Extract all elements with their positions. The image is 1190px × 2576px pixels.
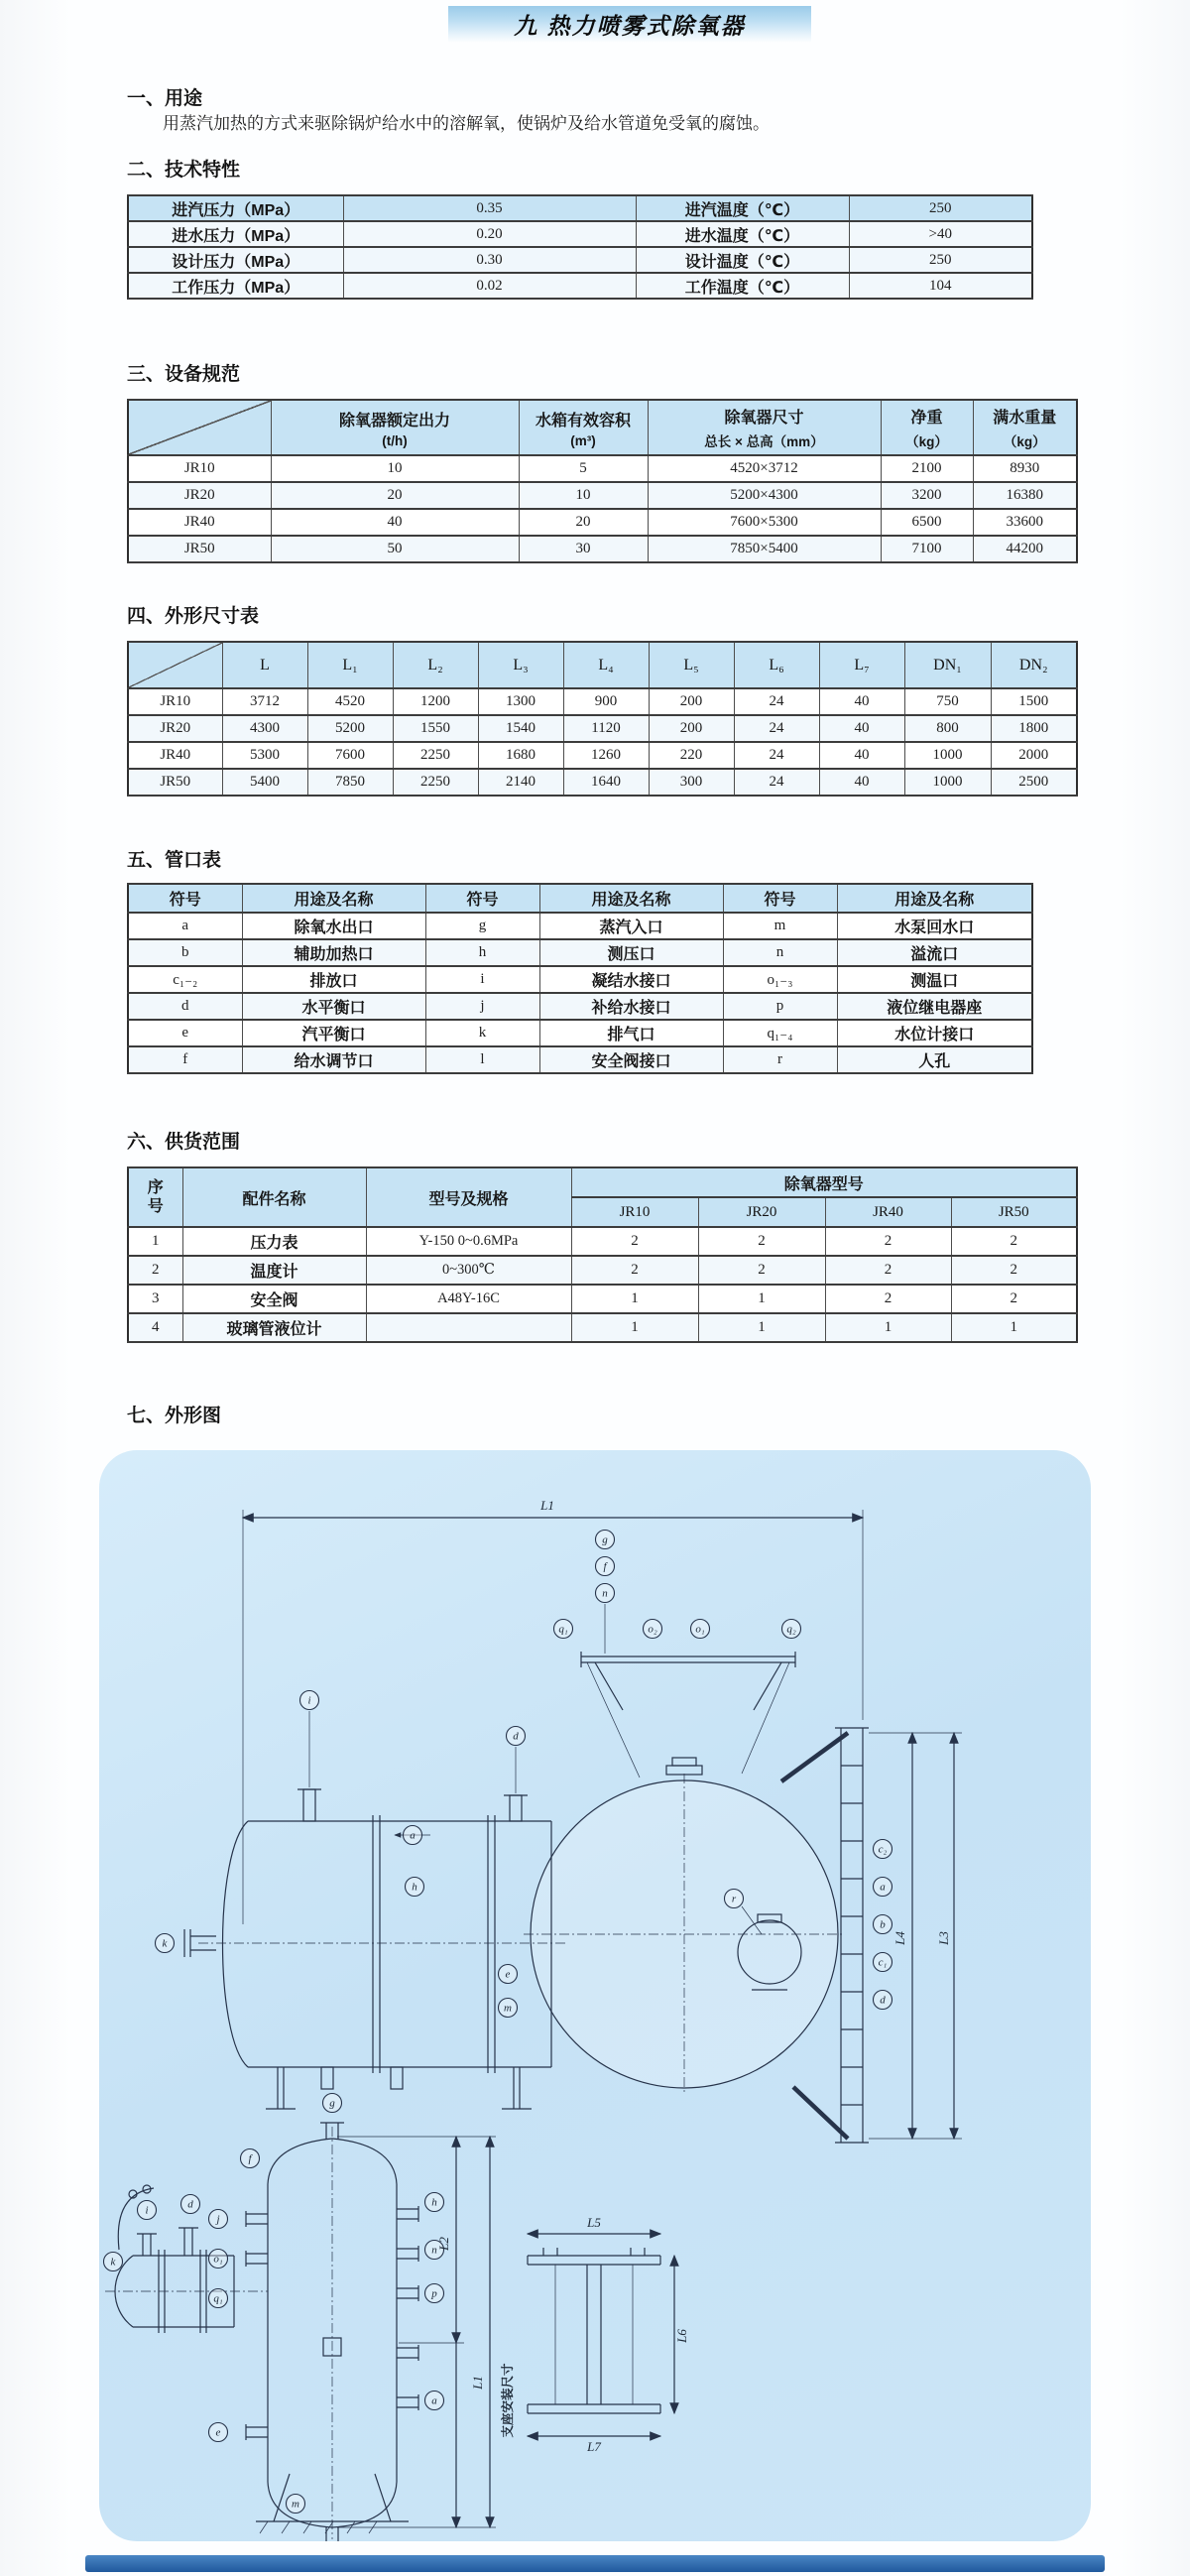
table-cell: 2 (571, 1227, 698, 1256)
column-header-model: 型号及规格 (366, 1167, 571, 1227)
table-cell: 排放口 (242, 966, 425, 993)
svg-text:e: e (505, 1968, 511, 1981)
svg-text:q₁: q₁ (213, 2292, 223, 2305)
table-cell: 6500 (881, 509, 973, 536)
table-cell: 7850 (307, 769, 393, 796)
column-header: L₅ (649, 642, 734, 688)
table-cell: a (128, 913, 242, 939)
section-heading-supply: 六、供货范围 (127, 1132, 241, 1153)
table-row (128, 742, 1077, 769)
table-cell: 2000 (991, 742, 1077, 769)
table-cell: 900 (563, 688, 649, 715)
column-header: 除氧器额定出力 (t/h) (271, 400, 519, 455)
nozzle-callout (156, 1934, 175, 1953)
table-cell: 溢流口 (837, 939, 1032, 966)
table-cell: 20 (519, 509, 648, 536)
svg-text:e: e (215, 2426, 221, 2439)
table-cell: 1 (698, 1285, 825, 1313)
table-cell: r (723, 1046, 837, 1073)
nozzle-callout (725, 1890, 744, 1908)
column-header: DN₂ (991, 642, 1077, 688)
table-cell: 水位计接口 (837, 1020, 1032, 1046)
table-cell: 排气口 (539, 1020, 723, 1046)
table-cell: 40 (819, 688, 904, 715)
table-row (128, 273, 1032, 299)
table-cell: 1 (698, 1313, 825, 1342)
table-cell: 200 (649, 715, 734, 742)
table-cell: 凝结水接口 (539, 966, 723, 993)
equipment-spec-table (127, 399, 1078, 563)
table-cell: 1 (128, 1227, 182, 1256)
svg-text:m: m (504, 2002, 512, 2015)
table-cell: 2 (951, 1256, 1077, 1285)
svg-text:o₁: o₁ (213, 2253, 223, 2266)
nozzle-callout (596, 1584, 615, 1603)
table-cell: 5400 (222, 769, 307, 796)
table-cell: 2100 (881, 455, 973, 482)
column-header: DN₁ (904, 642, 991, 688)
column-header: JR50 (951, 1197, 1077, 1227)
table-cell: k (425, 1020, 539, 1046)
svg-text:g: g (602, 1533, 608, 1546)
table-cell: 设计温度（℃） (636, 247, 849, 273)
table-cell: JR20 (128, 482, 271, 509)
nozzle-callout (300, 1691, 319, 1710)
table-cell: >40 (849, 221, 1032, 247)
table-row (128, 195, 1032, 221)
table-row (128, 1020, 1032, 1046)
table-cell: 33600 (973, 509, 1077, 536)
column-header: L (222, 642, 307, 688)
table-row (128, 1285, 1077, 1313)
table-cell: 补给水接口 (539, 993, 723, 1020)
table-cell: 220 (649, 742, 734, 769)
table-cell: 40 (819, 742, 904, 769)
nozzle-callout (507, 1727, 526, 1746)
table-cell: 安全阀 (182, 1285, 366, 1313)
table-cell: 人孔 (837, 1046, 1032, 1073)
table-cell: 汽平衡口 (242, 1020, 425, 1046)
nozzle-callout (691, 1620, 710, 1639)
column-header: 净重 （kg） (881, 400, 973, 455)
table-cell: JR40 (128, 742, 222, 769)
table-cell: 2140 (478, 769, 563, 796)
table-cell: 1 (951, 1313, 1077, 1342)
nozzle-callout (874, 1991, 892, 2010)
table-row (128, 455, 1077, 482)
table-row (128, 482, 1077, 509)
table-cell: 40 (819, 715, 904, 742)
table-cell: 进水温度（℃） (636, 221, 849, 247)
table-cell: h (425, 939, 539, 966)
table-cell: c₁₋₂ (128, 966, 242, 993)
table-cell: A48Y-16C (366, 1285, 571, 1313)
section-heading-spec: 三、设备规范 (127, 364, 241, 385)
table-cell: 水泵回水口 (837, 913, 1032, 939)
table-cell: 16380 (973, 482, 1077, 509)
table-cell: 2250 (393, 769, 478, 796)
table-cell: 250 (849, 247, 1032, 273)
column-header-name: 配件名称 (182, 1167, 366, 1227)
column-header: 水箱有效容积 (m³) (519, 400, 648, 455)
front-elevation-view (105, 2123, 496, 2541)
dimension-label: L4 (892, 1931, 907, 1945)
table-row (128, 939, 1032, 966)
svg-text:i: i (307, 1694, 311, 1707)
nozzle-schedule-table (127, 883, 1033, 1074)
dimension-label: L1 (470, 2376, 485, 2390)
nozzle-callout (323, 2094, 342, 2113)
svg-text:f: f (603, 1560, 607, 1573)
table-cell: JR10 (128, 455, 271, 482)
table-cell: g (425, 913, 539, 939)
footer-bar (85, 2555, 1105, 2572)
table-cell: f (128, 1046, 242, 1073)
table-cell: e (128, 1020, 242, 1046)
table-row (128, 221, 1032, 247)
table-cell: 除氧水出口 (242, 913, 425, 939)
table-row (128, 1313, 1077, 1342)
supply-scope-table (127, 1166, 1078, 1343)
dimension-label: L2 (436, 2237, 451, 2251)
table-cell: 2 (698, 1256, 825, 1285)
table-cell: i (425, 966, 539, 993)
table-cell: 2 (128, 1256, 182, 1285)
table-cell: 44200 (973, 536, 1077, 562)
table-cell: 2500 (991, 769, 1077, 796)
nozzle-callout (406, 1878, 424, 1897)
section-heading-nozzles: 五、管口表 (127, 850, 222, 871)
table-cell: 24 (734, 742, 819, 769)
table-row (128, 769, 1077, 796)
svg-text:d: d (880, 1994, 886, 2007)
nozzle-callout (404, 1826, 422, 1845)
table-cell: 1680 (478, 742, 563, 769)
tech-characteristics-table (127, 194, 1033, 300)
svg-text:a: a (431, 2394, 437, 2407)
usage-paragraph: 用蒸汽加热的方式来驱除锅炉给水中的溶解氧，使锅炉及给水管道免受氧的腐蚀。 (163, 114, 770, 133)
table-cell: 7600 (307, 742, 393, 769)
svg-text:j: j (216, 2213, 220, 2226)
table-row (128, 993, 1032, 1020)
table-cell: p (723, 993, 837, 1020)
column-header-group: 除氧器型号 (571, 1167, 1077, 1197)
svg-text:d: d (513, 1730, 519, 1743)
table-cell: 1000 (904, 742, 991, 769)
table-row (128, 966, 1032, 993)
nozzle-callout (138, 2201, 157, 2220)
table-cell: 压力表 (182, 1227, 366, 1256)
table-cell: 1200 (393, 688, 478, 715)
column-header: JR10 (571, 1197, 698, 1227)
diagonal-header-cell (128, 400, 271, 455)
nozzle-callout (874, 1878, 892, 1897)
drawing-note: 支座安装尺寸 (501, 2363, 515, 2438)
table-cell: 进水压力（MPa） (128, 221, 343, 247)
table-cell: 0.02 (343, 273, 636, 299)
svg-text:h: h (412, 1881, 417, 1894)
table-cell: 300 (649, 769, 734, 796)
column-header-seq: 序号 (128, 1167, 182, 1227)
table-cell: 设计压力（MPa） (128, 247, 343, 273)
table-cell: 安全阀接口 (539, 1046, 723, 1073)
dimension-label: L3 (936, 1931, 951, 1945)
nozzle-callout (782, 1620, 801, 1639)
column-header: L₂ (393, 642, 478, 688)
table-cell: 2250 (393, 742, 478, 769)
table-cell: l (425, 1046, 539, 1073)
table-cell: 24 (734, 769, 819, 796)
table-cell: 0~300℃ (366, 1256, 571, 1285)
column-header: L₃ (478, 642, 563, 688)
table-cell: 玻璃管液位计 (182, 1313, 366, 1342)
column-header: L₁ (307, 642, 393, 688)
table-cell: 1 (825, 1313, 951, 1342)
nozzle-callout (874, 1953, 892, 1972)
column-header: JR20 (698, 1197, 825, 1227)
table-cell: 800 (904, 715, 991, 742)
svg-text:k: k (162, 1937, 168, 1950)
table-cell: Y-150 0~0.6MPa (366, 1227, 571, 1256)
table-cell: 24 (734, 715, 819, 742)
table-cell: 5 (519, 455, 648, 482)
table-row (128, 1046, 1032, 1073)
table-cell: 1800 (991, 715, 1077, 742)
dimension-label: L5 (587, 2215, 601, 2230)
table-cell: 30 (519, 536, 648, 562)
svg-text:o₂: o₂ (648, 1623, 657, 1636)
table-cell: JR10 (128, 688, 222, 715)
column-header: JR40 (825, 1197, 951, 1227)
table-cell: 7850×5400 (648, 536, 881, 562)
page-title: 九 热力喷雾式除氧器 (448, 6, 811, 43)
table-cell: 0.30 (343, 247, 636, 273)
table-cell: o₁₋₃ (723, 966, 837, 993)
table-cell: 750 (904, 688, 991, 715)
table-cell: 1 (571, 1285, 698, 1313)
table-cell: 24 (734, 688, 819, 715)
nozzle-callout (596, 1557, 615, 1576)
nozzle-callout (181, 2195, 200, 2214)
table-cell: 2 (825, 1256, 951, 1285)
table-cell: 5200 (307, 715, 393, 742)
column-header: 用途及名称 (837, 884, 1032, 913)
table-cell: JR20 (128, 715, 222, 742)
table-cell: 1 (571, 1313, 698, 1342)
svg-text:k: k (110, 2256, 116, 2269)
table-cell: 5200×4300 (648, 482, 881, 509)
nozzle-callout (241, 2149, 260, 2168)
table-cell: 3 (128, 1285, 182, 1313)
dimension-label: L6 (674, 2329, 689, 2343)
table-cell: 50 (271, 536, 519, 562)
nozzle-callout (287, 2495, 305, 2514)
table-cell: 1300 (478, 688, 563, 715)
table-cell: 2 (951, 1227, 1077, 1256)
nozzle-callout (209, 2250, 228, 2269)
table-cell: 给水调节口 (242, 1046, 425, 1073)
nozzle-callout (596, 1531, 615, 1549)
nozzle-callout (425, 2193, 444, 2212)
svg-text:o₁: o₁ (695, 1623, 705, 1636)
table-cell: JR40 (128, 509, 271, 536)
diagonal-header-cell (128, 642, 222, 688)
table-cell: 2 (825, 1285, 951, 1313)
table-cell: j (425, 993, 539, 1020)
section-heading-drawing: 七、外形图 (127, 1406, 222, 1426)
table-cell: 7100 (881, 536, 973, 562)
table-cell: 4300 (222, 715, 307, 742)
nozzle-callout (209, 2289, 228, 2308)
nozzle-callout (499, 1999, 518, 2018)
section-heading-usage: 一、用途 (127, 88, 203, 109)
table-cell: JR50 (128, 769, 222, 796)
table-cell: 3200 (881, 482, 973, 509)
table-row (128, 913, 1032, 939)
svg-text:n: n (602, 1587, 608, 1600)
outline-drawing (99, 1450, 1091, 2541)
table-cell: 进汽压力（MPa） (128, 195, 343, 221)
table-cell: 1540 (478, 715, 563, 742)
table-cell: 40 (271, 509, 519, 536)
svg-text:p: p (431, 2287, 437, 2300)
table-row (128, 1227, 1077, 1256)
table-cell: 200 (649, 688, 734, 715)
nozzle-callout (104, 2253, 123, 2271)
table-cell: 0.20 (343, 221, 636, 247)
nozzle-callout (425, 2392, 444, 2410)
nozzle-callout (425, 2284, 444, 2303)
section-heading-tech: 二、技术特性 (127, 160, 241, 181)
column-header: L₆ (734, 642, 819, 688)
table-cell: JR50 (128, 536, 271, 562)
table-cell: 3712 (222, 688, 307, 715)
table-cell: 测压口 (539, 939, 723, 966)
dimension-label: L7 (587, 2439, 601, 2454)
table-row (128, 1256, 1077, 1285)
table-row (128, 688, 1077, 715)
table-cell: 4520 (307, 688, 393, 715)
outline-drawing-panel (99, 1450, 1091, 2541)
table-cell: 1120 (563, 715, 649, 742)
table-cell: q₁₋₄ (723, 1020, 837, 1046)
svg-text:m: m (292, 2498, 299, 2511)
svg-text:r: r (731, 1893, 737, 1905)
table-cell: 5300 (222, 742, 307, 769)
table-row (128, 536, 1077, 562)
table-cell: 4 (128, 1313, 182, 1342)
svg-text:g: g (329, 2097, 335, 2110)
table-cell: 1640 (563, 769, 649, 796)
table-cell: 进汽温度（℃） (636, 195, 849, 221)
table-cell: 0.35 (343, 195, 636, 221)
nozzle-callout (644, 1620, 662, 1639)
table-cell: 蒸汽入口 (539, 913, 723, 939)
svg-text:d: d (187, 2198, 193, 2211)
dimension-label: L1 (540, 1498, 554, 1513)
table-row (128, 715, 1077, 742)
table-cell: 2 (571, 1256, 698, 1285)
svg-text:h: h (431, 2196, 437, 2209)
svg-text:n: n (431, 2244, 437, 2257)
table-cell: 测温口 (837, 966, 1032, 993)
table-cell: 液位继电器座 (837, 993, 1032, 1020)
table-cell: 2 (951, 1285, 1077, 1313)
svg-text:q₂: q₂ (786, 1623, 796, 1636)
svg-text:c₂: c₂ (878, 1843, 888, 1856)
svg-text:b: b (880, 1918, 886, 1931)
table-cell: 2 (698, 1227, 825, 1256)
column-header: 用途及名称 (242, 884, 425, 913)
svg-text:c₁: c₁ (878, 1956, 888, 1969)
table-cell: d (128, 993, 242, 1020)
column-header: 除氧器尺寸 总长 × 总高（mm） (648, 400, 881, 455)
nozzle-callout (554, 1620, 573, 1639)
table-cell: 1000 (904, 769, 991, 796)
table-cell: 250 (849, 195, 1032, 221)
svg-text:q₁: q₁ (558, 1623, 568, 1636)
svg-text:a: a (880, 1881, 886, 1894)
outline-dimensions-table (127, 641, 1078, 797)
table-cell: 1260 (563, 742, 649, 769)
nozzle-callout (874, 1915, 892, 1934)
column-header: 符号 (128, 884, 242, 913)
svg-text:f: f (248, 2152, 252, 2165)
column-header: L₄ (563, 642, 649, 688)
column-header: 符号 (425, 884, 539, 913)
table-cell: 104 (849, 273, 1032, 299)
table-cell: n (723, 939, 837, 966)
svg-text:i: i (145, 2204, 149, 2217)
table-cell: 辅助加热口 (242, 939, 425, 966)
table-cell: 工作压力（MPa） (128, 273, 343, 299)
table-cell: 10 (271, 455, 519, 482)
table-cell: 40 (819, 769, 904, 796)
table-cell: 工作温度（℃） (636, 273, 849, 299)
table-cell: 7600×5300 (648, 509, 881, 536)
table-cell: 10 (519, 482, 648, 509)
svg-text:a: a (410, 1829, 416, 1842)
column-header: 用途及名称 (539, 884, 723, 913)
table-cell: 2 (825, 1227, 951, 1256)
nozzle-callout (874, 1840, 892, 1859)
table-cell: 水平衡口 (242, 993, 425, 1020)
table-row (128, 247, 1032, 273)
table-row (128, 509, 1077, 536)
column-header: 满水重量 （kg） (973, 400, 1077, 455)
table-cell: 温度计 (182, 1256, 366, 1285)
nozzle-callout (209, 2210, 228, 2229)
top-assembly-view (184, 1510, 962, 2143)
nozzle-callout (499, 1965, 518, 1984)
table-cell: b (128, 939, 242, 966)
table-cell (366, 1313, 571, 1342)
table-cell: 1550 (393, 715, 478, 742)
saddle-support-detail (528, 2234, 674, 2436)
table-cell: 20 (271, 482, 519, 509)
section-heading-dims: 四、外形尺寸表 (127, 606, 260, 627)
column-header: L₇ (819, 642, 904, 688)
table-cell: 4520×3712 (648, 455, 881, 482)
table-cell: 8930 (973, 455, 1077, 482)
table-cell: m (723, 913, 837, 939)
column-header: 符号 (723, 884, 837, 913)
nozzle-callout (209, 2423, 228, 2442)
table-cell: 1500 (991, 688, 1077, 715)
